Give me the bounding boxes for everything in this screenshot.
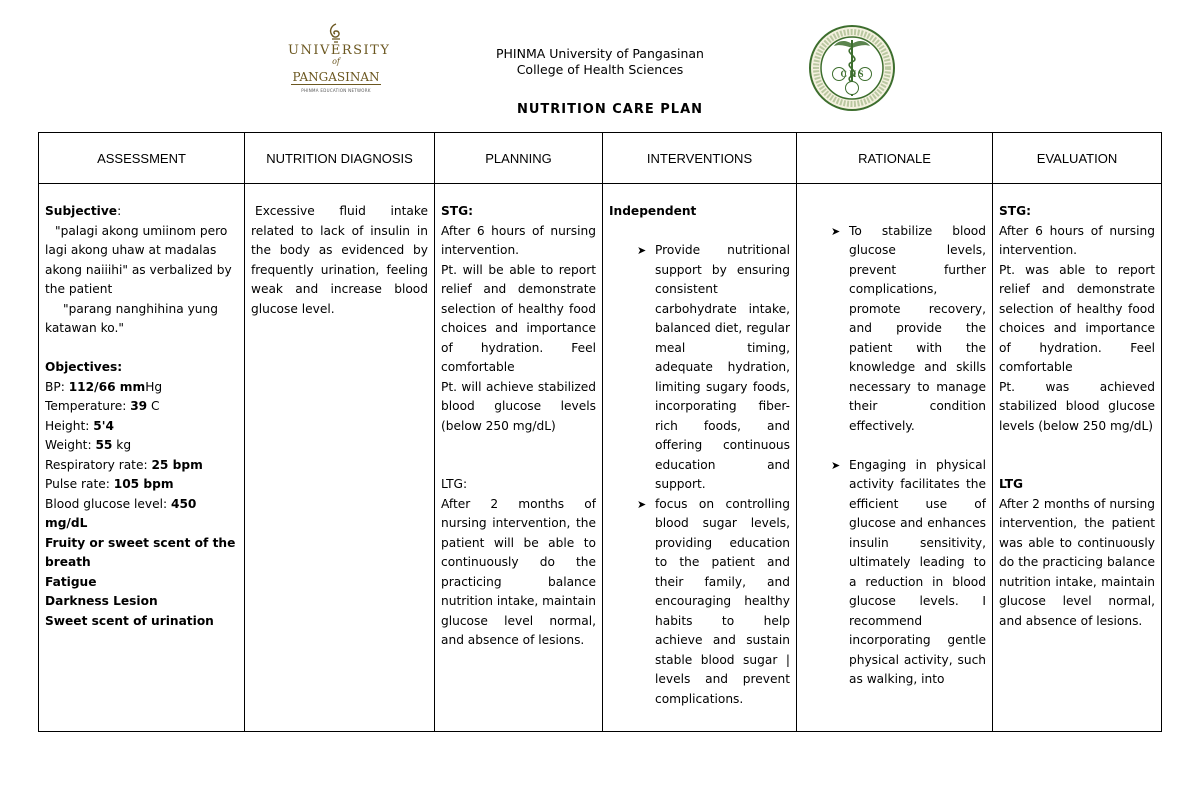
vital-blood-glucose: Blood glucose level: 450 mg/dL xyxy=(45,496,197,530)
arrowhead-bullet-icon: ➤ xyxy=(831,224,841,238)
vital-bp: BP: 112/66 mmHg xyxy=(45,379,163,394)
table-content-row xyxy=(39,184,1162,732)
university-name-line2: PANGASINAN xyxy=(292,70,380,84)
finding-fruity-breath: Fruity or sweet scent of the breath xyxy=(45,535,236,569)
evaluation-cell xyxy=(993,184,1162,732)
finding-sweet-urination: Sweet scent of urination xyxy=(45,613,214,628)
page-title: NUTRITION CARE PLAN xyxy=(516,102,704,117)
interventions-list xyxy=(609,241,790,709)
vital-weight: Weight: 55 kg xyxy=(45,438,132,452)
subjective-heading: Subjective: xyxy=(45,204,122,218)
list-item: ➤ To stabilize blood glucose levels, prevent further complications, promote recovery, and provide the patient with the knowledge and skills necessary to manage their condition effectively. xyxy=(831,223,986,433)
header-planning: PLANNING xyxy=(435,133,603,184)
diagnosis-text: Excessive fluid intake related to lack of insulin in the body as evidenced by frequently urination, feeling weak and increase blood glucose level. xyxy=(251,204,428,316)
evaluation-stg-text-1: After 6 hours of nursing intervention. xyxy=(999,223,1155,257)
arrowhead-bullet-icon: ➤ xyxy=(637,497,647,511)
university-tagline: PHINMA EDUCATION NETWORK xyxy=(301,88,371,93)
evaluation-ltg-text: After 2 months of nursing intervention, the patient was able to continuously do the practicing balance nutrition intake, maintain glucose level normal, and absence of lesions. xyxy=(999,496,1155,628)
university-name-line1: UNIVERSITY xyxy=(288,43,391,58)
header-evaluation: EVALUATION xyxy=(993,133,1162,184)
document-header xyxy=(0,0,1200,130)
interventions-cell xyxy=(603,184,797,732)
evaluation-stg-text-3: Pt. was achieved stabilized blood glucose levels (below 250 mg/dL) xyxy=(999,379,1155,433)
planning-stg-text-2: Pt. will be able to report relief and demonstrate selection of healthy food choices and importance of hydration. Feel comfortable xyxy=(441,262,596,374)
assessment-cell xyxy=(39,184,245,732)
caduceus-seal-icon xyxy=(808,24,896,112)
evaluation-ltg-label: LTG xyxy=(999,477,1024,491)
header-assessment: ASSESSMENT xyxy=(39,133,245,184)
school-heading xyxy=(400,46,800,78)
evaluation-stg-text-2: Pt. was able to report relief and demonstrate selection of healthy food choices and importance of hydration. Feel comfortable xyxy=(999,262,1155,374)
vital-temperature: Temperature: 39 C xyxy=(45,399,160,413)
care-plan-table xyxy=(38,132,1162,732)
subjective-quote-2: "parang nanghihina yung katawan ko." xyxy=(45,301,218,335)
vital-pulse-rate: Pulse rate: 105 bpm xyxy=(45,477,174,491)
university-name-of: of xyxy=(332,57,340,66)
list-item: ➤ focus on controlling blood sugar levels, providing education to the patient and their family, and encouraging healthy habits to help achieve and sustain stable blood sugar | levels and prevent complications. xyxy=(637,496,790,706)
arrowhead-bullet-icon: ➤ xyxy=(831,458,841,472)
header-interventions: INTERVENTIONS xyxy=(603,133,797,184)
planning-stg-text-3: Pt. will achieve stabilized blood glucose levels (below 250 mg/dL) xyxy=(441,379,596,433)
finding-fatigue: Fatigue xyxy=(45,574,97,589)
header-nutrition-diagnosis: NUTRITION DIAGNOSIS xyxy=(245,133,435,184)
planning-ltg-text: After 2 months of nursing intervention, the patient will be able to continuously do the practicing balance nutrition intake, maintain glucose level normal, and absence of lesions. xyxy=(441,496,596,647)
header-rationale: RATIONALE xyxy=(797,133,993,184)
vital-height: Height: 5'4 xyxy=(45,418,114,433)
table-header-row xyxy=(39,133,1162,184)
subjective-quote-1: "palagi akong umiinom pero lagi akong uhaw at madalas akong naiiihi" as verbalized by the patient xyxy=(45,223,232,296)
university-logo xyxy=(288,22,391,106)
school-name: PHINMA University of Pangasinan xyxy=(496,46,704,61)
list-item: ➤ Provide nutritional support by ensuring consistent carbohydrate intake, balanced diet, regular meal timing, adequate hydration, limiting sugary foods, incorporating fiber- rich foods, and offering continuous education and support. xyxy=(637,243,790,491)
vital-respiratory-rate: Respiratory rate: 25 bpm xyxy=(45,457,203,472)
seal-letters: C H S xyxy=(840,69,864,79)
college-seal xyxy=(808,24,896,112)
rationale-list xyxy=(803,222,986,690)
university-crest-icon xyxy=(323,22,349,44)
interventions-independent-label: Independent xyxy=(609,204,697,218)
planning-cell xyxy=(435,184,603,732)
planning-ltg-label: LTG: xyxy=(441,477,468,491)
rationale-cell xyxy=(797,184,993,732)
objectives-heading: Objectives: xyxy=(45,360,123,374)
planning-stg-text-1: After 6 hours of nursing intervention. xyxy=(441,223,596,257)
diagnosis-cell xyxy=(245,184,435,732)
college-name: College of Health Sciences xyxy=(516,62,684,77)
planning-stg-label: STG: xyxy=(441,204,473,218)
finding-darkness-lesion: Darkness Lesion xyxy=(45,594,158,608)
evaluation-stg-label: STG: xyxy=(999,204,1031,218)
list-item: ➤ Engaging in physical activity facilitates the efficient use of glucose and enhances insulin sensitivity, ultimately leading to a reduction in blood glucose levels. I recommend incorporating gentle physical activity, such as walking, into xyxy=(831,457,986,686)
arrowhead-bullet-icon: ➤ xyxy=(637,244,647,257)
